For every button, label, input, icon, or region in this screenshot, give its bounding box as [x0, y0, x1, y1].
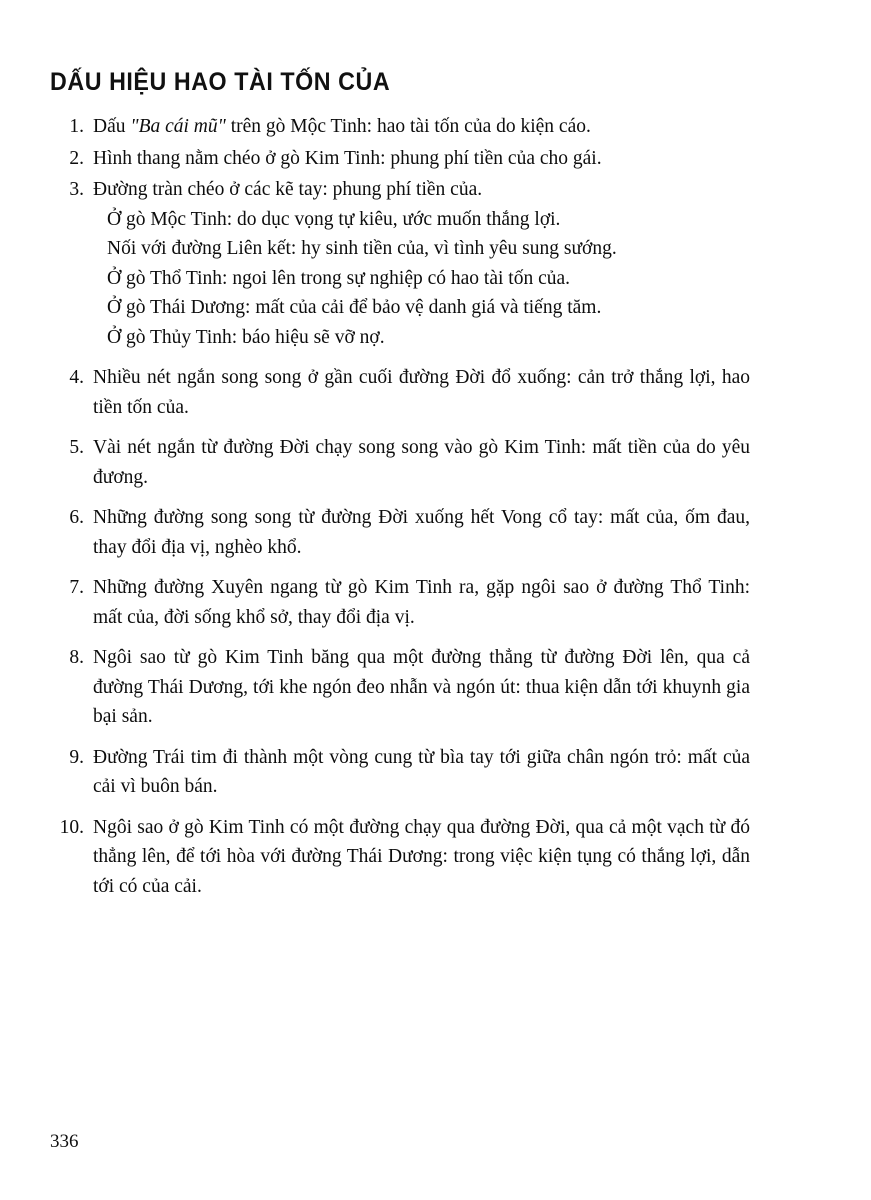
list-item-number: 4. [69, 367, 84, 388]
list-item-quote: "Ba cái mũ" [130, 116, 226, 137]
list-item-number: 1. [69, 116, 84, 137]
list-item [50, 433, 750, 492]
list-item-body: Hình thang nằm chéo ở gò Kim Tinh: phung phí tiền của cho gái. [93, 147, 602, 169]
list-item-number: 3. [69, 179, 84, 200]
list-item-body [93, 112, 750, 142]
list-item-body: Ngôi sao từ gò Kim Tinh băng qua một đường thẳng từ đường Đời lên, qua cả đường Thái Dương, tới khe ngón đeo nhẫn và ngón út: thua kiện dẫn tới khuynh gia bại sản. [93, 647, 750, 727]
list-item-body: Những đường song song từ đường Đời xuống hết Vong cổ tay: mất của, ốm đau, thay đổi địa vị, nghèo khổ. [93, 507, 750, 558]
list-item-body [93, 175, 750, 352]
list-item-text-before-quote: Dấu [93, 116, 131, 137]
list-item-body: Đường Trái tim đi thành một vòng cung từ bìa tay tới giữa chân ngón trỏ: mất của cải vì buôn bán. [93, 746, 750, 797]
list-item-number: 5. [69, 437, 84, 458]
list-item-subline: Nối với đường Liên kết: hy sinh tiền của, vì tình yêu sung sướng. [107, 238, 617, 259]
list-item [50, 144, 750, 174]
list-item [50, 743, 750, 802]
list-item-body: Nhiều nét ngắn song song ở gần cuối đường Đời đổ xuống: cản trở thắng lợi, hao tiền tốn của. [93, 367, 750, 418]
list-item [50, 112, 750, 142]
list-item-number: 6. [69, 507, 84, 528]
list-item [50, 813, 750, 902]
list-item-body: Những đường Xuyên ngang từ gò Kim Tinh ra, gặp ngôi sao ở đường Thổ Tinh: mất của, đời sống khổ sở, thay đổi địa vị. [93, 577, 750, 628]
list-item-number: 10. [59, 816, 84, 838]
list-item-number: 7. [69, 577, 84, 598]
list-item [50, 573, 750, 632]
page-number: 336 [50, 1131, 79, 1152]
list-item-subline: Ở gò Thủy Tinh: báo hiệu sẽ vỡ nợ. [107, 326, 385, 348]
numbered-list [50, 112, 750, 903]
list-item [50, 643, 750, 732]
list-item-number: 9. [69, 746, 84, 768]
list-item-body: Vài nét ngắn từ đường Đời chạy song song vào gò Kim Tinh: mất tiền của do yêu đương. [93, 437, 750, 488]
list-item-subline: Ở gò Mộc Tinh: do dục vọng tự kiêu, ước muốn thắng lợi. [107, 208, 561, 230]
list-item-number: 2. [69, 147, 84, 169]
list-item [50, 363, 750, 422]
list-item-subline: Ở gò Thái Dương: mất của cải để bảo vệ danh giá và tiếng tăm. [107, 297, 602, 318]
list-item-number: 8. [69, 647, 84, 668]
list-item [50, 503, 750, 562]
list-item [50, 175, 750, 352]
list-item-text: Đường tràn chéo ở các kẽ tay: phung phí tiền của. [93, 179, 483, 200]
list-item-body: Ngôi sao ở gò Kim Tinh có một đường chạy qua đường Đời, qua cả một vạch từ đó thẳng lên, để tới hòa với đường Thái Dương: trong việc kiện tụng có thắng lợi, dẫn tới có của cải. [93, 816, 750, 897]
list-item-text-after-quote: trên gò Mộc Tinh: hao tài tốn của do kiện cáo. [225, 116, 591, 137]
list-item-subline: Ở gò Thổ Tinh: ngoi lên trong sự nghiệp có hao tài tốn của. [107, 267, 571, 289]
page-title: DẤU HIỆU HAO TÀI TỐN CỦA [50, 68, 391, 96]
